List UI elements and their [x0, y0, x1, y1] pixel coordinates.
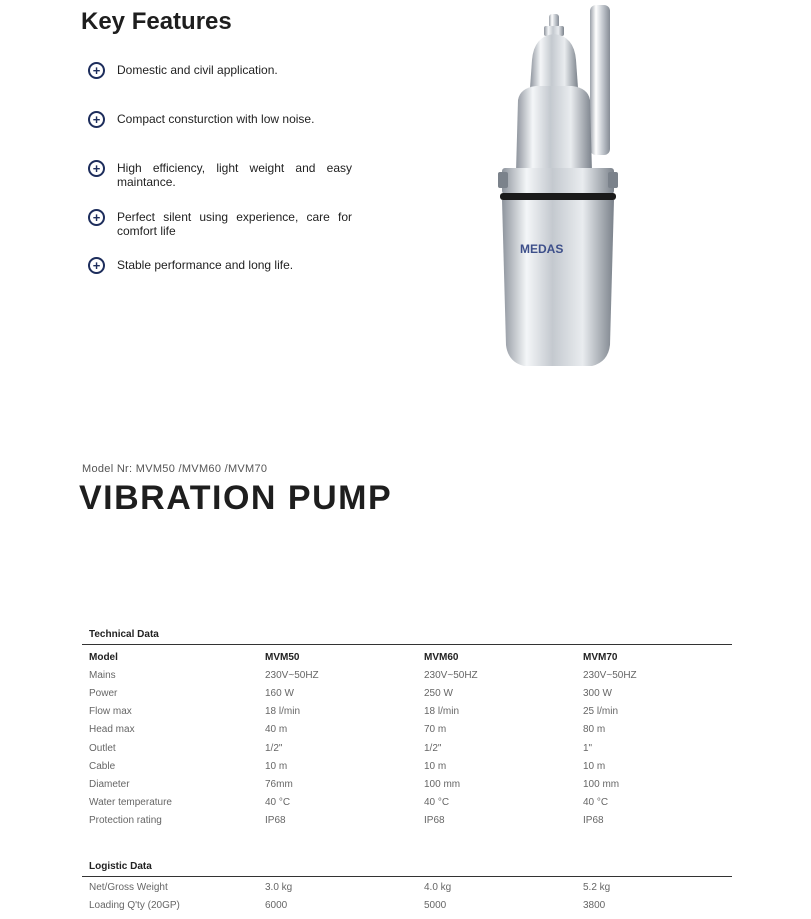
feature-item [88, 210, 358, 238]
table-cell: 230V~50HZ [583, 669, 637, 681]
table-cell: 3.0 kg [265, 881, 293, 893]
brand-logo: MEDAS [520, 242, 564, 256]
table-cell: Flow max [89, 706, 132, 718]
plus-circle-icon: + [88, 257, 105, 274]
table-row [89, 775, 683, 793]
plus-circle-icon: + [88, 62, 105, 79]
table-cell: IP68 [424, 815, 445, 827]
product-title: VIBRATION PUMP [79, 479, 393, 517]
table-cell: Cable [89, 760, 116, 772]
table-cell: 25 l/min [583, 706, 619, 718]
table-row [89, 666, 683, 684]
table-cell: 160 W [265, 687, 294, 699]
table-cell: 100 mm [424, 778, 461, 790]
table-cell: MVM60 [424, 651, 459, 663]
table-row [89, 684, 683, 702]
table-cell: 6000 [265, 899, 288, 911]
table-cell: Water temperature [89, 797, 172, 809]
divider [82, 876, 732, 877]
table-cell: 10 m [424, 760, 447, 772]
table-row [89, 878, 683, 896]
table-cell: 100 mm [583, 778, 620, 790]
plus-circle-icon: + [88, 209, 105, 226]
table-cell: IP68 [265, 815, 286, 827]
feature-text: Perfect silent using experience, care for comfort life [117, 210, 352, 238]
feature-item [88, 63, 358, 79]
table-cell: 10 m [265, 760, 288, 772]
table-cell: Model [89, 651, 118, 663]
key-features-title: Key Features [81, 8, 232, 35]
table-row [89, 721, 683, 739]
feature-item [88, 161, 358, 189]
table-cell: 5000 [424, 899, 447, 911]
feature-item [88, 112, 358, 128]
table-cell: Head max [89, 724, 135, 736]
table-cell: 10 m [583, 760, 606, 772]
plus-circle-icon: + [88, 111, 105, 128]
table-cell: 40 °C [424, 797, 450, 809]
table-cell: 5.2 kg [583, 881, 611, 893]
table-row [89, 896, 683, 914]
table-row [89, 703, 683, 721]
table-cell: Power [89, 687, 118, 699]
table-cell: 40 °C [265, 797, 291, 809]
table-cell: 76mm [265, 778, 293, 790]
table-row [89, 794, 683, 812]
feature-text: Domestic and civil application. [117, 63, 278, 77]
divider [82, 644, 732, 645]
table-cell: 80 m [583, 724, 606, 736]
table-cell: 1/2" [424, 742, 442, 754]
table-cell: 3800 [583, 899, 606, 911]
table-cell: MVM50 [265, 651, 300, 663]
table-row [89, 812, 683, 830]
table-cell: Outlet [89, 742, 116, 754]
table-cell: 230V~50HZ [424, 669, 478, 681]
table-cell: 250 W [424, 687, 453, 699]
feature-item [88, 258, 358, 274]
table-cell: 18 l/min [424, 706, 460, 718]
feature-text: High efficiency, light weight and easy maintance. [117, 161, 352, 189]
table-row [89, 757, 683, 775]
feature-text: Compact consturction with low noise. [117, 112, 315, 126]
table-cell: 40 m [265, 724, 288, 736]
table-cell: 1" [583, 742, 593, 754]
table-cell: 70 m [424, 724, 447, 736]
outlet-pipe [590, 5, 610, 155]
table-cell: Loading Q'ty (20GP) [89, 899, 180, 911]
feature-text: Stable performance and long life. [117, 258, 294, 272]
logistic-data-table [89, 878, 683, 914]
table-row [89, 739, 683, 757]
table-cell: MVM70 [583, 651, 618, 663]
table-cell: 18 l/min [265, 706, 301, 718]
table-cell: Net/Gross Weight [89, 881, 168, 893]
table-cell: 4.0 kg [424, 881, 452, 893]
table-header-row [89, 648, 683, 666]
table-cell: Mains [89, 669, 116, 681]
vibration-pump-image [492, 0, 628, 380]
technical-data-title: Technical Data [89, 629, 159, 640]
table-cell: 230V~50HZ [265, 669, 319, 681]
table-cell: 300 W [583, 687, 612, 699]
plus-circle-icon: + [88, 160, 105, 177]
table-cell: Protection rating [89, 815, 162, 827]
technical-data-table [89, 648, 683, 830]
table-cell: 1/2" [265, 742, 283, 754]
table-cell: Diameter [89, 778, 130, 790]
table-cell: 40 °C [583, 797, 609, 809]
table-cell: IP68 [583, 815, 604, 827]
logistic-data-title: Logistic Data [89, 861, 152, 872]
model-number: Model Nr: MVM50 /MVM60 /MVM70 [82, 463, 268, 475]
